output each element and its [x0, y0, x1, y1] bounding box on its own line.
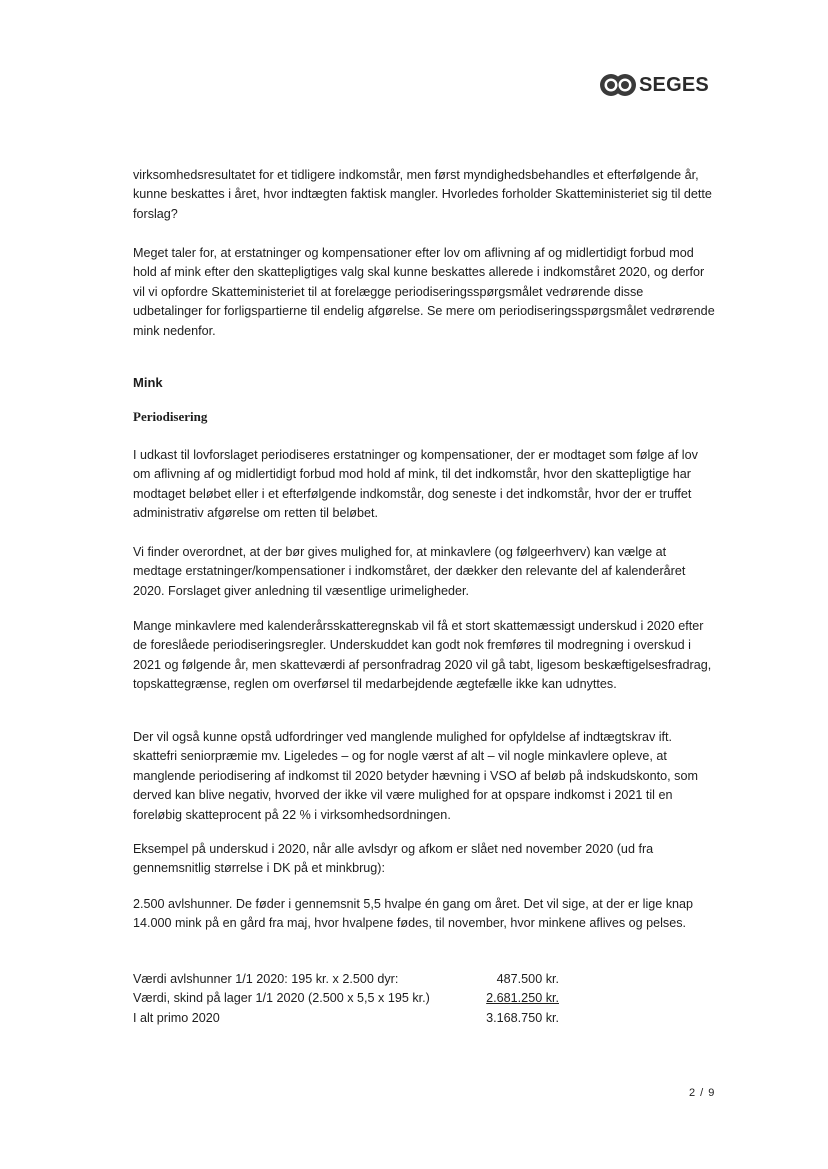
value-table: [133, 970, 563, 1028]
paragraph-4: Vi finder overordnet, at der bør gives mulighed for, at minkavlere (og følgeerhverv) kan vælge at medtage erstatninger/kompensationer i indkomståret, der dækker den relevante del af kalenderåret 2020. Forslaget giver anledning til væsentlige urimeligheder.: [133, 545, 686, 598]
paragraph-6: Der vil også kunne opstå udfordringer ved manglende mulighed for opfyldelse af indtægtskrav ift. skattefri seniorpræmie mv. Ligeledes – og for nogle værst af alt – vil nogle minkavlere opleve, at manglende periodisering af indkomst til 2020 betyder hævning i VSO af beløb på indskudskonto, som derved kan blive negativ, hvorved der ikke vil være mulighed for at opspare indkomst i 2021 til en foreløbig skatteprocent på 22 % i virksomhedsordningen.: [133, 730, 698, 822]
value-row: [133, 970, 563, 989]
value-label: Værdi avlshunner 1/1 2020: 195 kr. x 2.500 dyr:: [133, 972, 399, 986]
logo-text: SEGES: [639, 73, 709, 96]
value-amount: 2.681.250 kr.: [486, 991, 559, 1006]
paragraph-5: Mange minkavlere med kalenderårsskatteregnskab vil få et stort skattemæssigt underskud i 2020 efter de foreslåede periodiseringsregler. Underskuddet kan godt nok fremføres til modregning i overskud i 2021 og følgende år, men skatteværdi af personfradrag 2020 vil gå tabt, ligesom beskæftigelsesfradrag, topskattegrænse, reglen om overførsel til medarbejdende ægtefælle ikke kan udnyttes.: [133, 619, 712, 692]
paragraph-3: I udkast til lovforslaget periodiseres erstatninger og kompensationer, der er modtaget som følge af lov om aflivning af og midlertidigt forbud mod hold af mink, til det indkomstår, hvor den skattepligtige har modtaget beløbet eller i et efterfølgende indkomstår, dog seneste i det indkomstår, hvor der er truffet administrativ afgørelse om retten til beløbet.: [133, 448, 698, 521]
paragraph-7: Eksempel på underskud i 2020, når alle avlsdyr og afkom er slået ned november 2020 (ud fra gennemsnitlig størrelse i DK på et minkbrug):: [133, 842, 654, 876]
paragraph-8: 2.500 avlshunner. De føder i gennemsnit 5,5 hvalpe én gang om året. Det vil sige, at der er lige knap 14.000 mink på en gård fra maj, hvor hvalpene fødes, til november, hvor minkene aflives og pelses.: [133, 897, 694, 931]
seges-emblem-icon: [599, 72, 637, 98]
heading-mink: Mink: [133, 375, 163, 390]
value-row-total: [133, 1009, 563, 1028]
value-amount: 487.500 kr.: [496, 972, 559, 986]
value-label: I alt primo 2020: [133, 1010, 220, 1025]
heading-periodisering: Periodisering: [133, 409, 208, 424]
value-label: Værdi, skind på lager 1/1 2020 (2.500 x 5,5 x 195 kr.): [133, 991, 430, 1006]
value-row: [133, 989, 563, 1008]
seges-logo: [599, 72, 709, 98]
value-amount: 3.168.750 kr.: [486, 1010, 559, 1025]
paragraph-2: Meget taler for, at erstatninger og kompensationer efter lov om aflivning af og midlertidigt forbud mod hold af mink efter den skattepligtiges valg skal kunne beskattes allerede i indkomståret 2020, og derfor vil vi opfordre Skatteministeriet til at forelægge periodiseringsspørgsmålet vedrørende disse udbetalinger for forligspartierne til endelig afgørelse. Se mere om periodiseringsspørgsmålet vedrørende mink nedenfor.: [133, 246, 715, 338]
page-number: 2 / 9: [689, 1087, 716, 1099]
paragraph-1: virksomhedsresultatet for et tidligere indkomstår, men først myndighedsbehandles et efterfølgende år, kunne beskattes i året, hvor indtægten faktisk mangler. Hvorledes forholder Skatteministeriet sig til dette forslag?: [133, 168, 712, 221]
